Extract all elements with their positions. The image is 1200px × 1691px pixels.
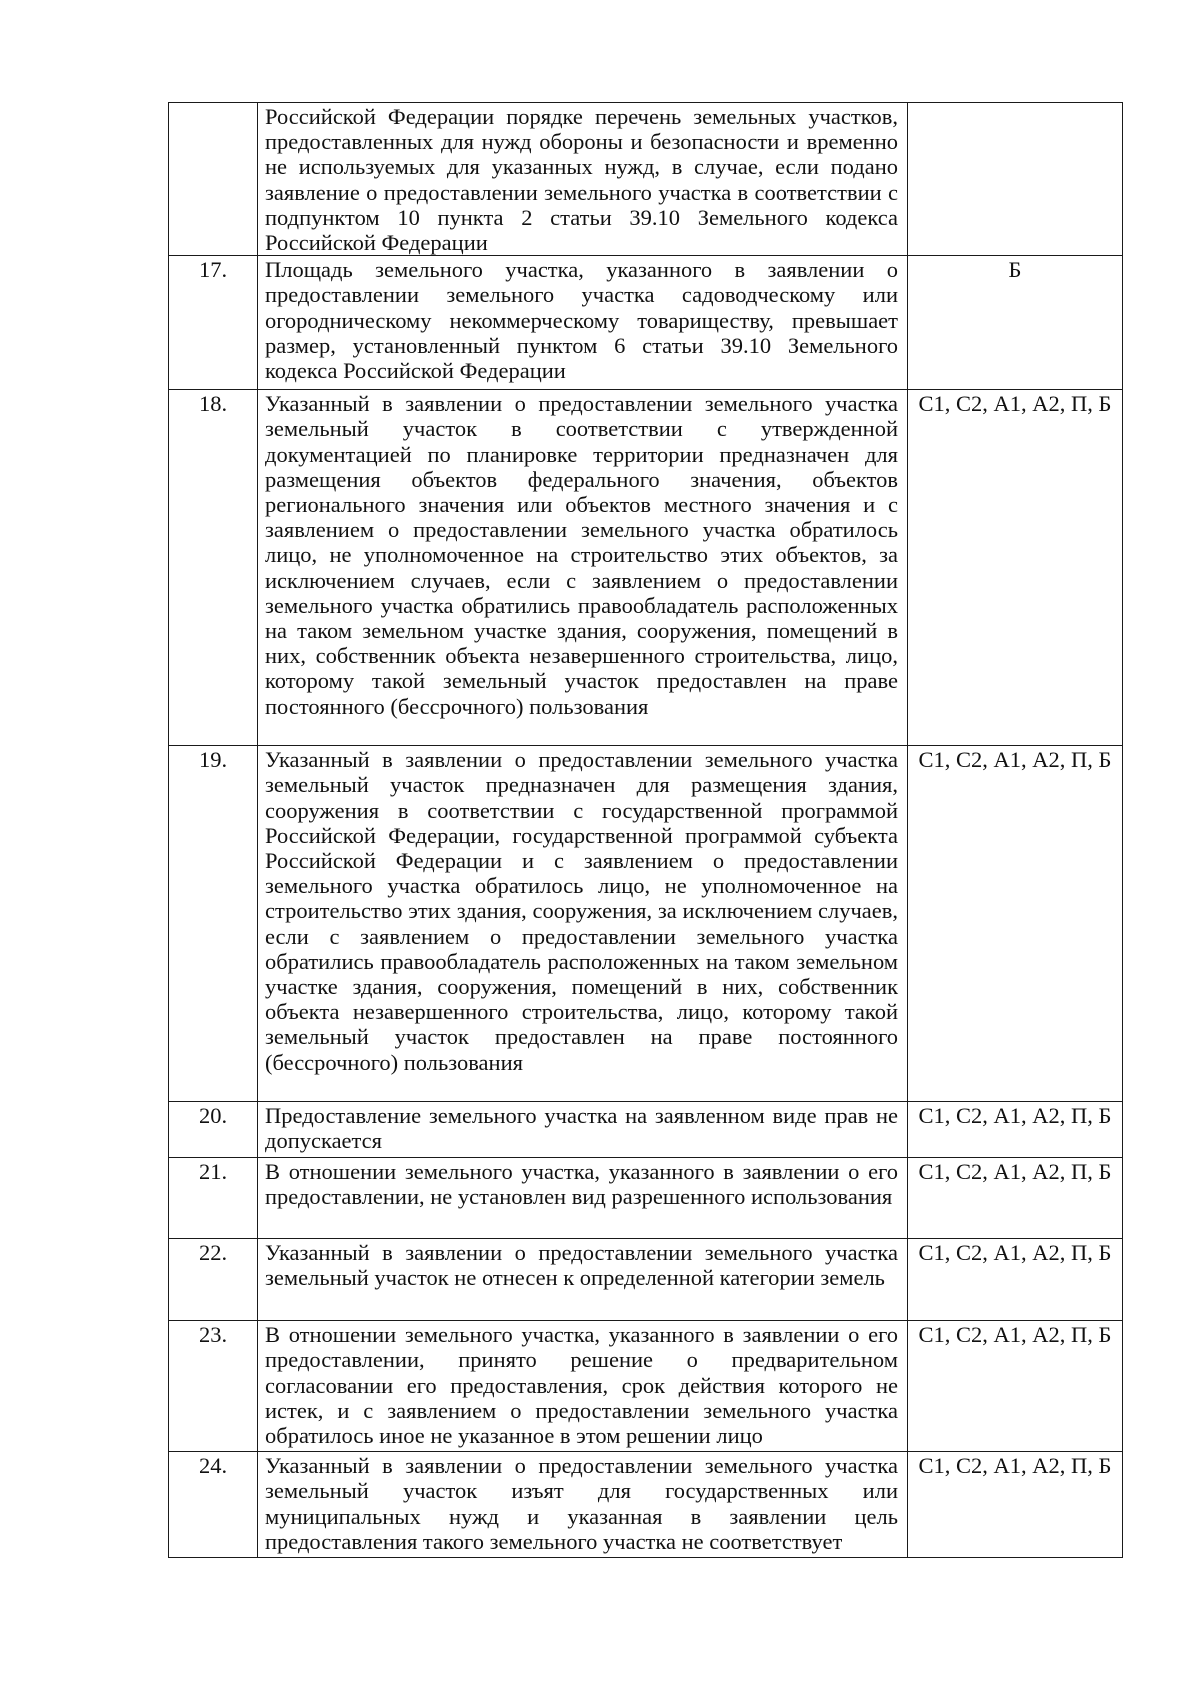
table-row xyxy=(169,390,1123,746)
row-codes: Б xyxy=(908,256,1123,390)
row-text: Предоставление земельного участка на заявленном виде прав не допускается xyxy=(258,1102,908,1158)
row-text: В отношении земельного участка, указанного в заявлении о его предоставлении, принято решение о предварительном согласовании его предоставления, срок действия которого не истек, и с заявлением о предоставлении земельного участка обратилось иное не указанное в этом решении лицо xyxy=(258,1321,908,1452)
table-row xyxy=(169,1321,1123,1452)
row-codes: С1, С2, А1, А2, П, Б xyxy=(908,1239,1123,1321)
row-codes: С1, С2, А1, А2, П, Б xyxy=(908,746,1123,1102)
row-number: 18. xyxy=(169,390,258,746)
table-row xyxy=(169,1158,1123,1239)
row-codes: С1, С2, А1, А2, П, Б xyxy=(908,1452,1123,1558)
row-codes: С1, С2, А1, А2, П, Б xyxy=(908,390,1123,746)
row-text: Российской Федерации порядке перечень земельных участков, предоставленных для нужд обороны и безопасности и временно не используемых для указанных нужд, в случае, если подано заявление о предоставлении земельного участка в соответствии с подпунктом 10 пункта 2 статьи 39.10 Земельного кодекса Российской Федерации xyxy=(258,103,908,256)
grounds-table xyxy=(168,102,1123,1558)
row-text: В отношении земельного участка, указанного в заявлении о его предоставлении, не установлен вид разрешенного использования xyxy=(258,1158,908,1239)
row-number: 23. xyxy=(169,1321,258,1452)
table-row xyxy=(169,746,1123,1102)
row-number: 24. xyxy=(169,1452,258,1558)
row-codes xyxy=(908,103,1123,256)
row-text: Указанный в заявлении о предоставлении земельного участка земельный участок изъят для государственных или муниципальных нужд и указанная в заявлении цель предоставления такого земельного участка не соответствует xyxy=(258,1452,908,1558)
table-row xyxy=(169,256,1123,390)
table-row xyxy=(169,1239,1123,1321)
row-number: 19. xyxy=(169,746,258,1102)
row-text: Указанный в заявлении о предоставлении земельного участка земельный участок в соответствии с утвержденной документацией по планировке территории предназначен для размещения объектов федерального значения, объектов регионального значения или объектов местного значения и с заявлением о предоставлении земельного участка обратилось лицо, не уполномоченное на строительство этих объектов, за исключением случаев, если с заявлением о предоставлении земельного участка обратились правообладатель расположенных на таком земельном участке здания, сооружения, помещений в них, собственник объекта незавершенного строительства, лицо, которому такой земельный участок предоставлен на праве постоянного (бессрочного) пользования xyxy=(258,390,908,746)
row-codes: С1, С2, А1, А2, П, Б xyxy=(908,1321,1123,1452)
row-number xyxy=(169,103,258,256)
row-codes: С1, С2, А1, А2, П, Б xyxy=(908,1102,1123,1158)
table-row xyxy=(169,103,1123,256)
row-number: 17. xyxy=(169,256,258,390)
row-codes: С1, С2, А1, А2, П, Б xyxy=(908,1158,1123,1239)
row-text: Площадь земельного участка, указанного в заявлении о предоставлении земельного участка садоводческому или огородническому некоммерческому товариществу, превышает размер, установленный пунктом 6 статьи 39.10 Земельного кодекса Российской Федерации xyxy=(258,256,908,390)
row-number: 20. xyxy=(169,1102,258,1158)
row-text: Указанный в заявлении о предоставлении земельного участка земельный участок не отнесен к определенной категории земель xyxy=(258,1239,908,1321)
table-row xyxy=(169,1452,1123,1558)
row-number: 22. xyxy=(169,1239,258,1321)
table-row xyxy=(169,1102,1123,1158)
row-text: Указанный в заявлении о предоставлении земельного участка земельный участок предназначен для размещения здания, сооружения в соответствии с государственной программой Российской Федерации, государственной программой субъекта Российской Федерации и с заявлением о предоставлении земельного участка обратилось лицо, не уполномоченное на строительство этих здания, сооружения, за исключением случаев, если с заявлением о предоставлении земельного участка обратились правообладатель расположенных на таком земельном участке здания, сооружения, помещений в них, собственник объекта незавершенного строительства, лицо, которому такой земельный участок предоставлен на праве постоянного (бессрочного) пользования xyxy=(258,746,908,1102)
row-number: 21. xyxy=(169,1158,258,1239)
